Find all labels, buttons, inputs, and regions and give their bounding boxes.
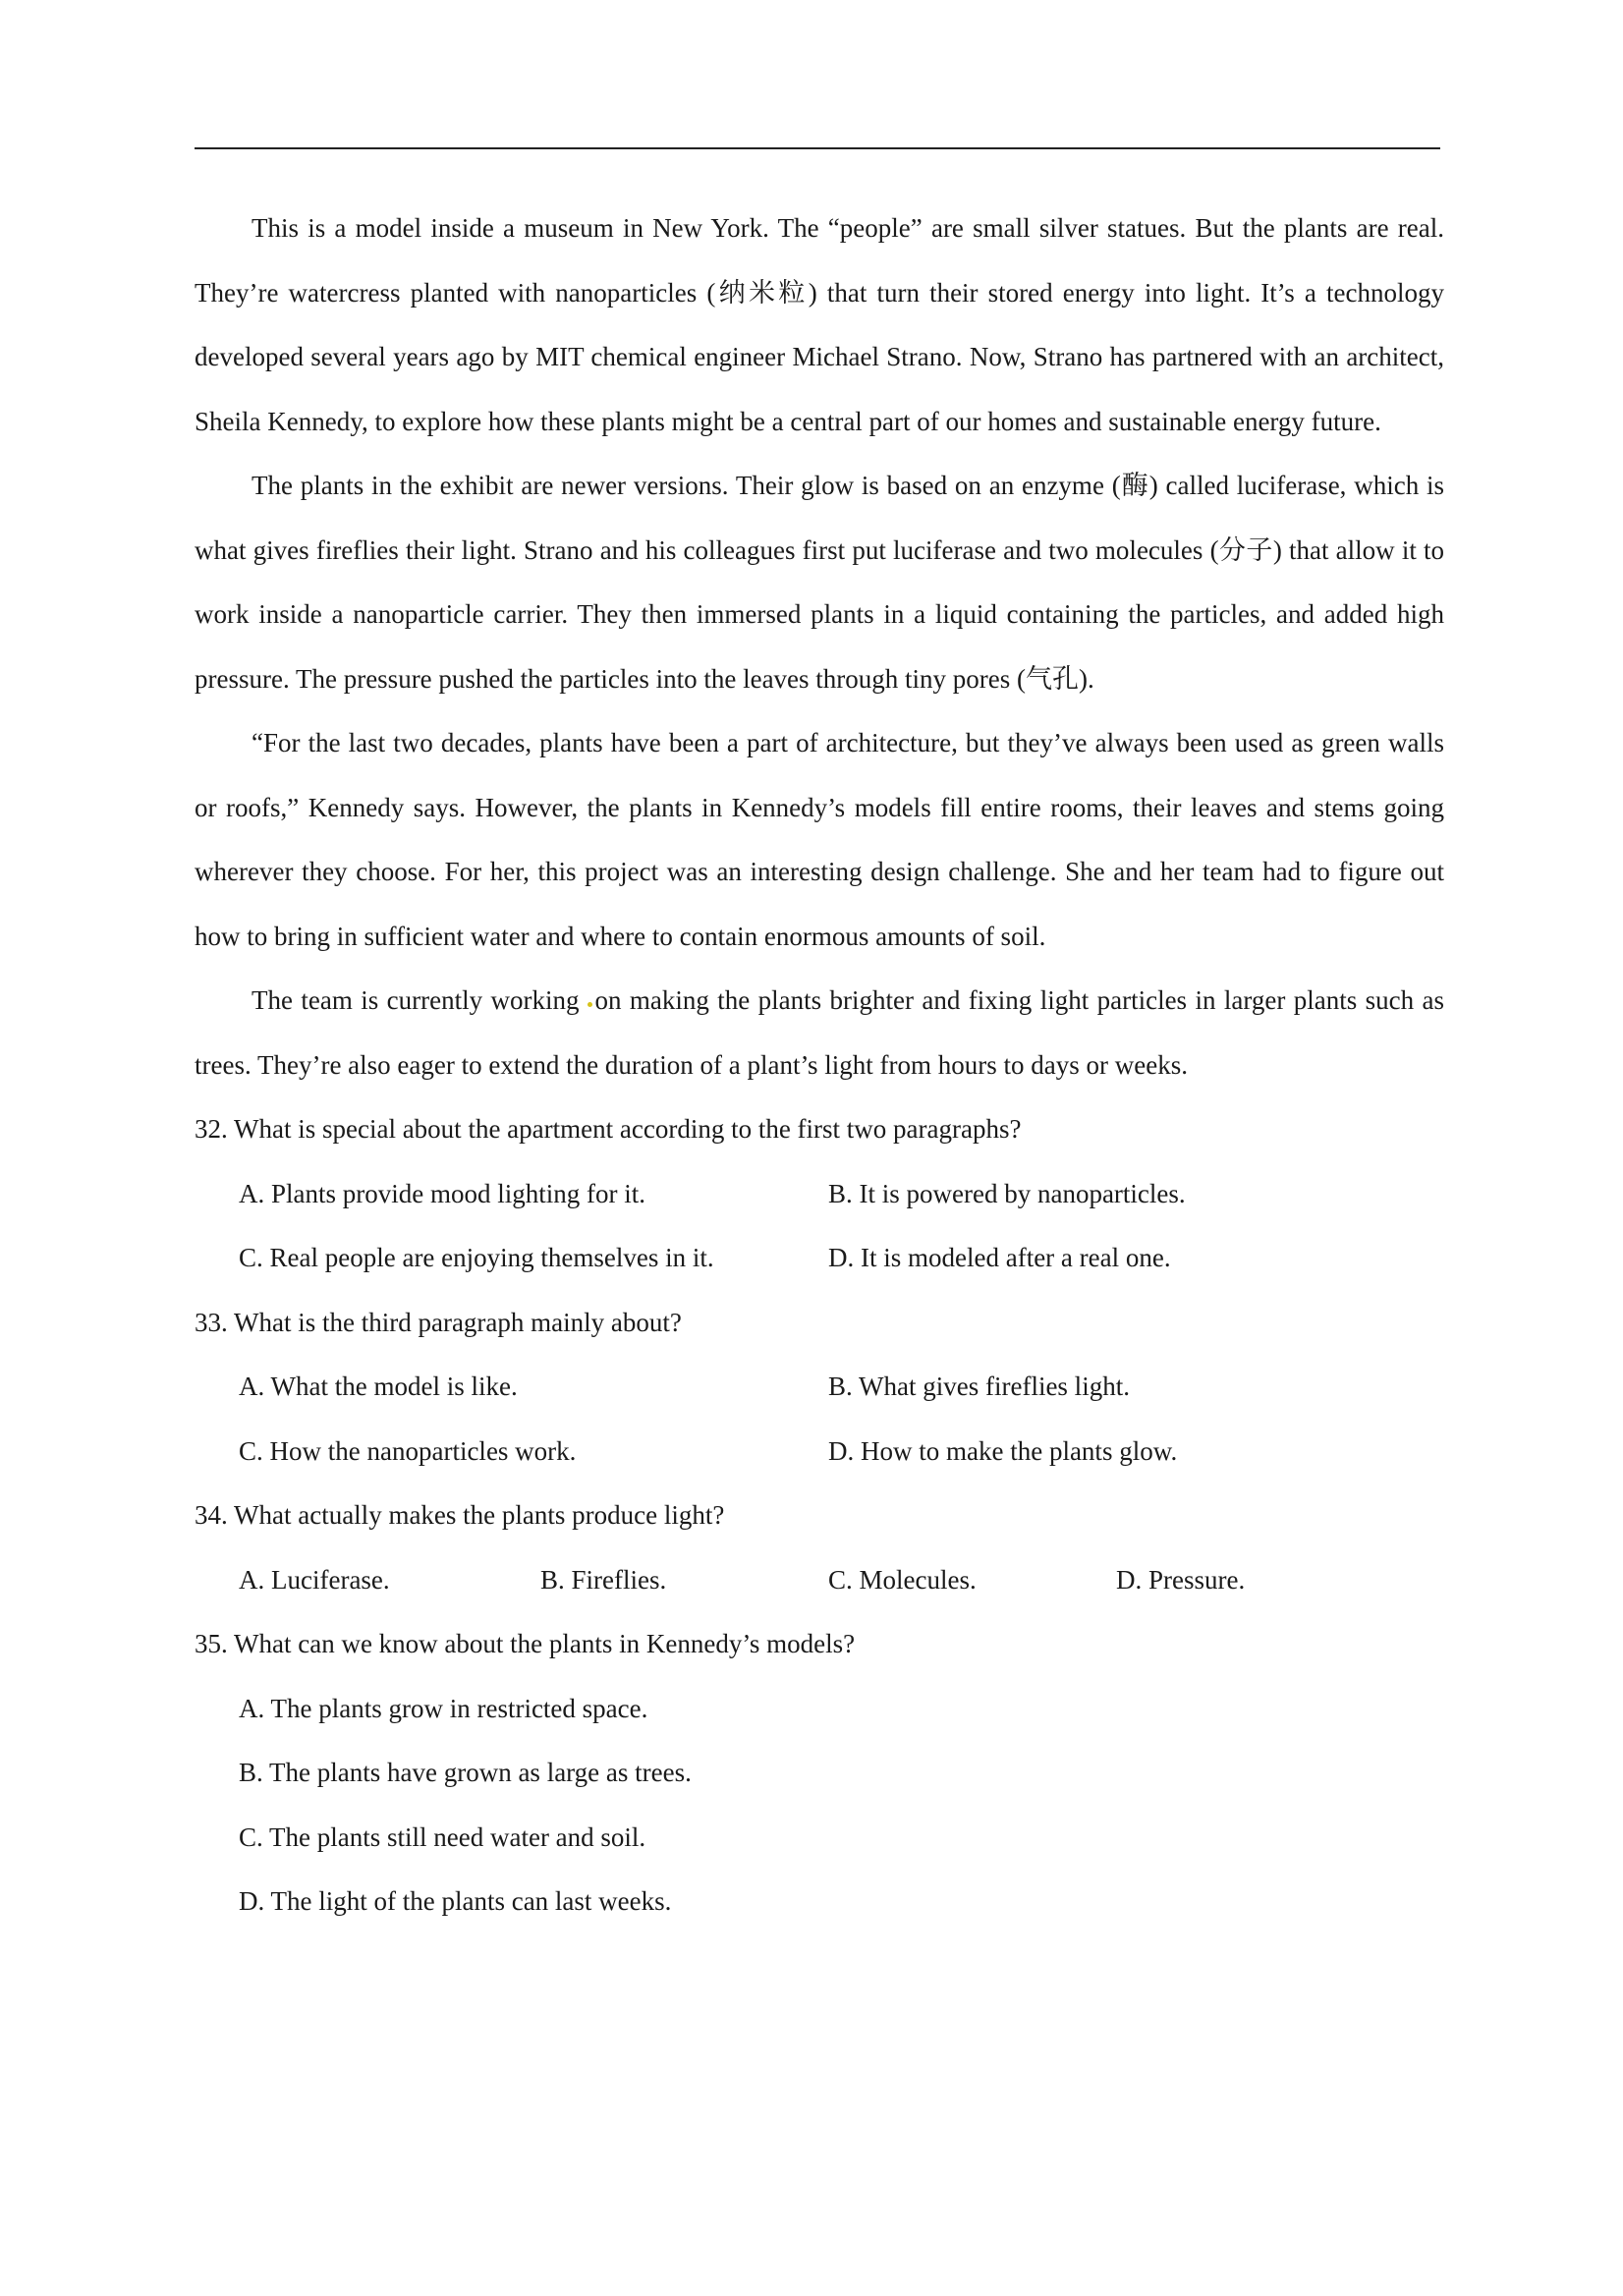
question-options (195, 1548, 1444, 1613)
passage-paragraph-2: The plants in the exhibit are newer versions. Their glow is based on an enzyme (酶) called luciferase, which is what gives fireflies their light. Strano and his colleagues first put luciferase and two molecules (分子) that allow it to work inside a nanoparticle carrier. They then immersed plants in a liquid containing the particles, and added high pressure. The pressure pushed the particles into the leaves through tiny pores (气孔). (195, 471, 1444, 694)
option-d[interactable]: D. How to make the plants glow. (828, 1435, 1178, 1466)
option-a[interactable]: A. Plants provide mood lighting for it. (239, 1178, 645, 1208)
option-b[interactable]: B. It is powered by nanoparticles. (828, 1178, 1186, 1208)
question-34 (195, 1484, 1444, 1612)
question-stem: 34. What actually makes the plants produce light? (195, 1500, 725, 1530)
question-stem: 35. What can we know about the plants in Kennedy’s models? (195, 1629, 856, 1658)
document-body (195, 196, 1444, 1934)
option-c[interactable]: C. Real people are enjoying themselves in it. (239, 1243, 714, 1272)
option-c[interactable]: C. How the nanoparticles work. (239, 1435, 577, 1466)
header-rule (195, 147, 1440, 149)
question-35 (195, 1612, 1444, 1934)
question-options (195, 1677, 1444, 1934)
question-stem: 32. What is special about the apartment according to the first two paragraphs? (195, 1114, 1022, 1144)
question-options (195, 1355, 1444, 1484)
option-c[interactable]: C. The plants still need water and soil. (239, 1821, 646, 1852)
question-33 (195, 1291, 1444, 1484)
option-a[interactable]: A. Luciferase. (239, 1564, 390, 1595)
option-d[interactable]: D. Pressure. (1116, 1564, 1246, 1595)
option-d[interactable]: D. It is modeled after a real one. (828, 1243, 1171, 1272)
question-32 (195, 1097, 1444, 1291)
passage-paragraph-1: This is a model inside a museum in New York. The “people” are small silver statues. But the plants are real. They’re watercress planted with nanoparticles (纳米粒) that turn their stored energy into light. It’s a technology developed several years ago by MIT chemical engineer Michael Strano. Now, Strano has partnered with an architect, Sheila Kennedy, to explore how these plants might be a central part of our homes and sustainable energy future. (195, 213, 1444, 436)
question-stem: 33. What is the third paragraph mainly about? (195, 1307, 682, 1337)
question-options (195, 1162, 1444, 1291)
passage-paragraph-3: “For the last two decades, plants have been a part of architecture, but they’ve always been used as green walls or roofs,” Kennedy says. However, the plants in Kennedy’s models fill entire rooms, their leaves and stems going wherever they choose. For her, this project was an interesting design challenge. She and her team had to figure out how to bring in sufficient water and where to contain enormous amounts of soil. (195, 728, 1444, 951)
passage-paragraph-4 (195, 969, 1444, 1097)
option-b[interactable]: B. What gives fireflies light. (828, 1372, 1130, 1401)
option-d[interactable]: D. The light of the plants can last weeks. (239, 1886, 672, 1916)
option-b[interactable]: B. Fireflies. (540, 1564, 667, 1595)
paragraph-4-rest: on making the plants brighter and fixing light particles in larger plants such as trees. They’re also eager to extend the duration of a plant’s light from hours to days or weeks. (195, 985, 1444, 1080)
ink-dot (588, 1002, 592, 1007)
paragraph-4-start: The team is currently working (252, 985, 580, 1015)
option-c[interactable]: C. Molecules. (828, 1564, 977, 1595)
option-b[interactable]: B. The plants have grown as large as trees. (239, 1758, 692, 1787)
option-a[interactable]: A. The plants grow in restricted space. (239, 1693, 648, 1723)
option-a[interactable]: A. What the model is like. (239, 1372, 518, 1401)
